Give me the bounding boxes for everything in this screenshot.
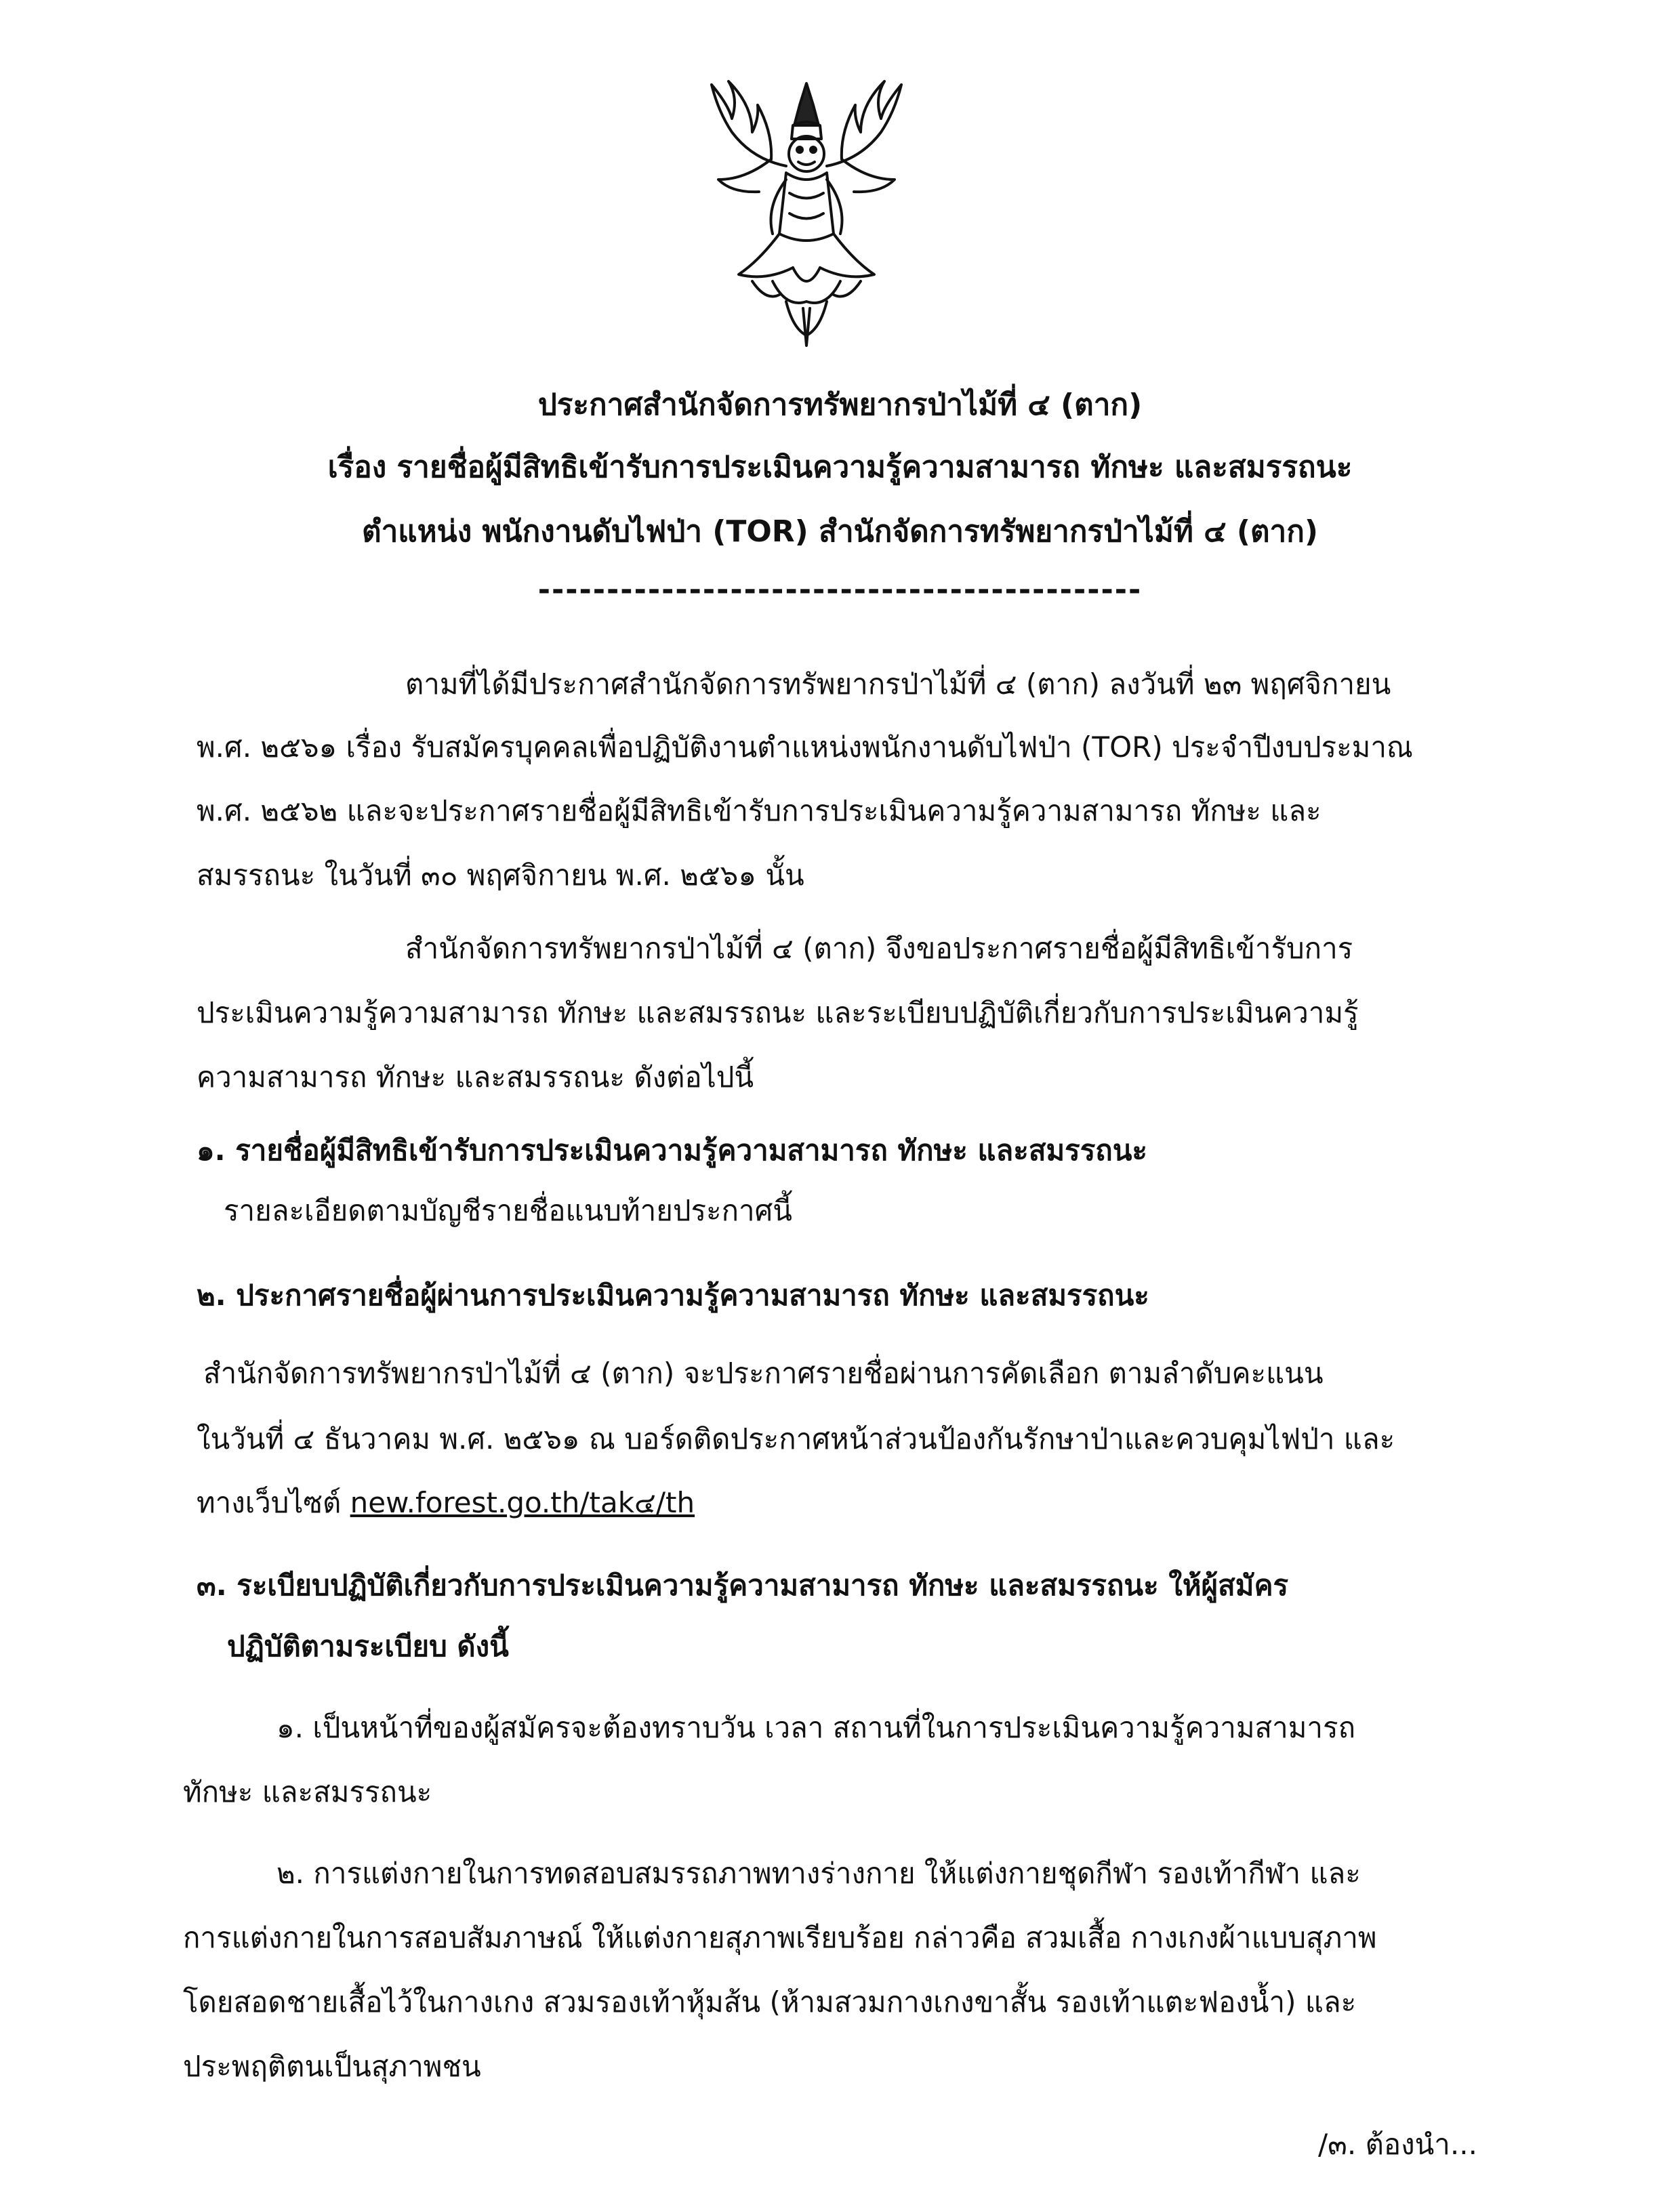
website-link[interactable]: new.forest.go.th/tak๔/th <box>350 1486 695 1519</box>
intro-line-3: พ.ศ. ๒๕๖๒ และจะประกาศรายชื่อผู้มีสิทธิเข้ารับการประเมินความรู้ความสามารถ ทักษะ และ <box>197 794 1322 827</box>
section-3-heading-line-2: ปฏิบัติตามระเบียบ ดังนี้ <box>227 1630 509 1663</box>
section-2-line-1: สำนักจัดการทรัพยากรป่าไม้ที่ ๔ (ตาก) จะประกาศรายชื่อผ่านการคัดเลือก ตามลำดับคะแนน <box>203 1357 1324 1390</box>
announce-line-2: ประเมินความรู้ความสามารถ ทักษะ และสมรรถนะ และระเบียบปฏิบัติเกี่ยวกับการประเมินความรู้ <box>197 996 1359 1029</box>
section-2-line-2: ในวันที่ ๔ ธันวาคม พ.ศ. ๒๕๖๑ ณ บอร์ดติดประกาศหน้าส่วนป้องกันรักษาป่าและควบคุมไฟป่า และ <box>197 1422 1395 1456</box>
section-2-heading: ๒. ประกาศรายชื่อผู้ผ่านการประเมินความรู้ความสามารถ ทักษะ และสมรรถนะ <box>197 1279 1149 1312</box>
separator-line: -------------------------------------------- <box>537 573 1143 607</box>
rule-1-line-1: ๑. เป็นหน้าที่ของผู้สมัครจะต้องทราบวัน เวลา สถานที่ในการประเมินความรู้ความสามารถ <box>276 1711 1356 1744</box>
announcement-position: ตำแหน่ง พนักงานดับไฟป่า (TOR) สำนักจัดการทรัพยากรป่าไม้ที่ ๔ (ตาก) <box>362 514 1318 549</box>
announce-line-3: ความสามารถ ทักษะ และสมรรถนะ ดังต่อไปนี้ <box>197 1060 754 1094</box>
website-label: ทางเว็บไซต์ <box>197 1486 350 1519</box>
announcement-title: ประกาศสำนักจัดการทรัพยากรป่าไม้ที่ ๔ (ตาก) <box>537 388 1143 422</box>
section-1-heading: ๑. รายชื่อผู้มีสิทธิเข้ารับการประเมินความรู้ความสามารถ ทักษะ และสมรรถนะ <box>197 1134 1147 1167</box>
rule-1-line-2: ทักษะ และสมรรถนะ <box>183 1775 432 1809</box>
intro-line-2: พ.ศ. ๒๕๖๑ เรื่อง รับสมัครบุคคลเพื่อปฏิบัติงานตำแหน่งพนักงานดับไฟป่า (TOR) ประจำปีงบประมาณ <box>197 730 1413 764</box>
rule-2-line-1: ๒. การแต่งกายในการทดสอบสมรรถภาพทางร่างกาย ให้แต่งกายชุดกีฬา รองเท้ากีฬา และ <box>276 1857 1361 1890</box>
garuda-emblem-icon <box>691 78 922 349</box>
section-2-line-3 <box>197 1483 695 1523</box>
section-1-body: รายละเอียดตามบัญชีรายชื่อแนบท้ายประกาศนี้ <box>224 1194 792 1227</box>
rule-2-line-4: ประพฤติตนเป็นสุภาพชน <box>183 2050 481 2083</box>
rule-2-line-2: การแต่งกายในการสอบสัมภาษณ์ ให้แต่งกายสุภาพเรียบร้อย กล่าวคือ สวมเสื้อ กางเกงผ้าแบบสุภาพ <box>183 1921 1377 1954</box>
section-3-heading-line-1: ๓. ระเบียบปฏิบัติเกี่ยวกับการประเมินความรู้ความสามารถ ทักษะ และสมรรถนะ ให้ผู้สมัคร <box>197 1569 1289 1602</box>
intro-line-1: ตามที่ได้มีประกาศสำนักจัดการทรัพยากรป่าไม้ที่ ๔ (ตาก) ลงวันที่ ๒๓ พฤศจิกายน <box>405 667 1391 701</box>
continuation-note: /๓. ต้องนำ... <box>1318 2128 1477 2161</box>
rule-2-line-3: โดยสอดชายเสื้อไว้ในกางเกง สวมรองเท้าหุ้มส้น (ห้ามสวมกางเกงขาสั้น รองเท้าแตะฟองน้ำ) และ <box>183 1985 1357 2019</box>
intro-line-4: สมรรถนะ ในวันที่ ๓๐ พฤศจิกายน พ.ศ. ๒๕๖๑ นั้น <box>197 859 804 892</box>
announcement-subject: เรื่อง รายชื่อผู้มีสิทธิเข้ารับการประเมินความรู้ความสามารถ ทักษะ และสมรรถนะ <box>327 450 1353 484</box>
announce-line-1: สำนักจัดการทรัพยากรป่าไม้ที่ ๔ (ตาก) จึงขอประกาศรายชื่อผู้มีสิทธิเข้ารับการ <box>405 932 1353 965</box>
